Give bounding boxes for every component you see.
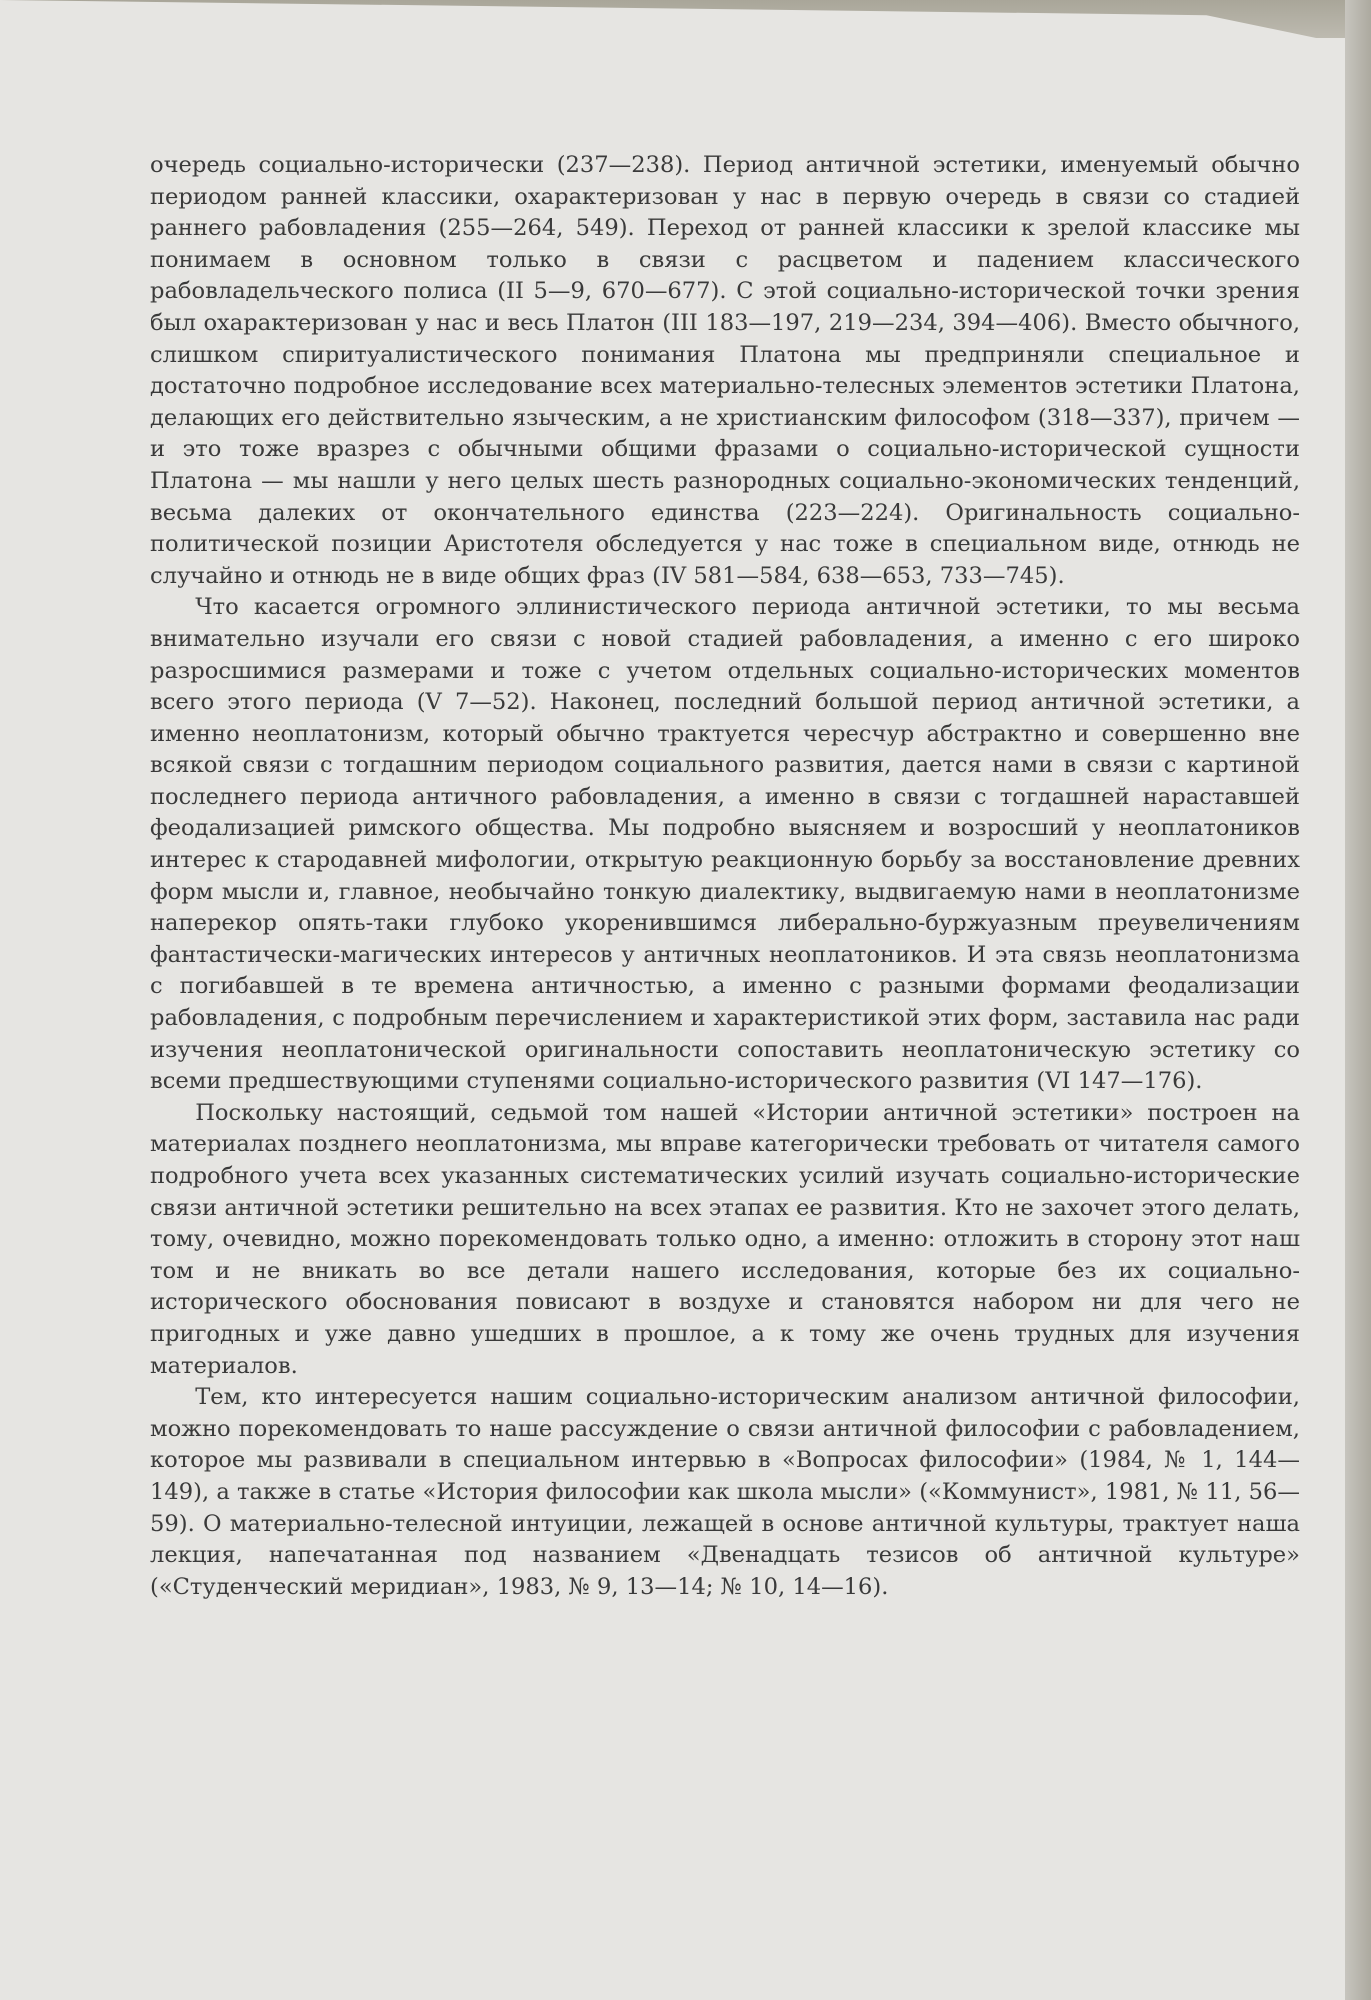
book-edge-right (1345, 0, 1371, 2000)
paragraph-4: Тем, кто интересуется нашим социально-историческим анализом античной философии, можно порекомендовать то наше рассуждение о связи античной философии с рабовладением, которое мы развивали в специальном интервью в «Вопросах философии» (1984, № 1, 144—149), а также в статье «История философии как школа мысли» («Коммунист», 1981, № 11, 56—59). О материально-телесной интуиции, лежащей в основе античной культуры, трактует наша лекция, напечатанная под названием «Двенадцать тезисов об античной культуре» («Студенческий меридиан», 1983, № 9, 13—14; № 10, 14—16). (150, 1384, 1300, 1600)
paragraph-2: Что касается огромного эллинистического периода античной эстетики, то мы весьма внимательно изучали его связи с новой стадией рабовладения, а именно с его широко разросшимися размерами и тоже с учетом отдельных социально-исторических моментов всего этого периода (V 7—52). Наконец, последний большой период античной эстетики, а именно неоплатонизм, который обычно трактуется чересчур абстрактно и совершенно вне всякой связи с тогдашним периодом социального развития, дается нами в связи с картиной последнего периода античного рабовладения, а именно в связи с тогдашней нараставшей феодализацией римского общества. Мы подробно выясняем и возросший у неоплатоников интерес к стародавней мифологии, открытую реакционную борьбу за восстановление древних форм мысли и, главное, необычайно тонкую диалектику, выдвигаемую нами в неоплатонизме наперекор опять-таки глубоко укоренившимся либерально-буржуазным преувеличениям фантастически-магических интересов у античных неоплатоников. И эта связь неоплатонизма с погибавшей в те времена античностью, а именно с разными формами феодализации рабовладения, с подробным перечислением и характеристикой этих форм, заставила нас ради изучения неоплатонической оригинальности сопоставить неоплатоническую эстетику со всеми предшествующими ступенями социально-исторического развития (VI 147—176). (150, 594, 1300, 1095)
page-text-block (150, 150, 1300, 1603)
paragraph-1: очередь социально-исторически (237—238). Период античной эстетики, именуемый обычно периодом ранней классики, охарактеризован у нас в первую очередь в связи со стадией раннего рабовладения (255—264, 549). Переход от ранней классики к зрелой классике мы понимаем в основном только в связи с расцветом и падением классического рабовладельческого полиса (II 5—9, 670—677). С этой социально-исторической точки зрения был охарактеризован у нас и весь Платон (III 183—197, 219—234, 394—406). Вместо обычного, слишком спиритуалистического понимания Платона мы предприняли специальное и достаточно подробное исследование всех материально-телесных элементов эстетики Платона, делающих его действительно языческим, а не христианским философом (318—337), причем — и это тоже вразрез с обычными общими фразами о социально-исторической сущности Платона — мы нашли у него целых шесть разнородных социально-экономических тенденций, весьма далеких от окончательного единства (223—224). Оригинальность социально-политической позиции Аристотеля обследуется у нас тоже в специальном виде, отнюдь не случайно и отнюдь не в виде общих фраз (IV 581—584, 638—653, 733—745). (150, 152, 1300, 589)
paragraph-3: Поскольку настоящий, седьмой том нашей «Истории античной эстетики» построен на материалах позднего неоплатонизма, мы вправе категорически требовать от читателя самого подробного учета всех указанных систематических усилий изучать социально-исторические связи античной эстетики решительно на всех этапах ее развития. Кто не захочет этого делать, тому, очевидно, можно порекомендовать только одно, а именно: отложить в сторону этот наш том и не вникать во все детали нашего исследования, которые без их социально-исторического обоснования повисают в воздухе и становятся набором ни для чего не пригодных и уже давно ушедших в прошлое, а к тому же очень трудных для изучения материалов. (150, 1099, 1300, 1379)
